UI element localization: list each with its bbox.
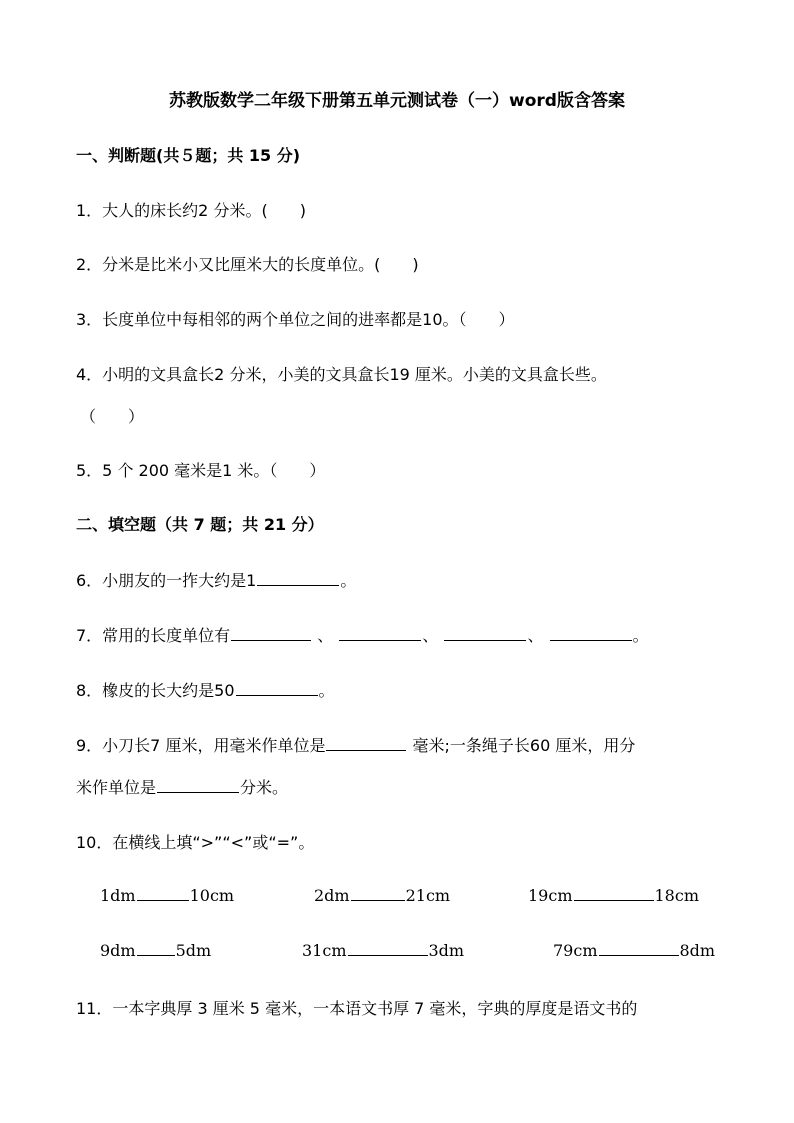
answer-blank[interactable] — [444, 624, 526, 641]
answer-blank[interactable] — [326, 734, 406, 751]
comparison-left: 2dm — [314, 886, 350, 905]
comparison-item — [100, 884, 234, 905]
comparison-item — [528, 884, 699, 905]
separator: 、 — [422, 626, 439, 645]
question-3: 3．长度单位中每相邻的两个单位之间的进率都是10。（ ） — [76, 310, 515, 329]
question-9-line-2 — [76, 775, 288, 798]
answer-blank[interactable] — [236, 679, 318, 696]
question-9-text: 9．小刀长7 厘米，用毫米作单位是 — [76, 736, 326, 755]
comparison-right: 3dm — [428, 941, 465, 960]
section-heading-true-false: 一、判断题(共５题；共 15 分) — [76, 146, 301, 165]
question-2: 2．分米是比米小又比厘米大的长度单位。( ) — [76, 255, 419, 274]
comparison-right: 18cm — [654, 886, 699, 905]
comparison-right: 21cm — [405, 886, 451, 905]
comparison-left: 1dm — [100, 886, 136, 905]
comparison-blank[interactable] — [351, 884, 405, 901]
comparison-blank[interactable] — [574, 884, 654, 901]
comparison-blank[interactable] — [137, 939, 175, 956]
question-6-text: 6．小朋友的一拃大约是1 — [76, 571, 257, 590]
section-heading-fill-in: 二、填空题（共 7 题；共 21 分） — [76, 515, 324, 534]
comparison-right: 5dm — [175, 941, 212, 960]
question-9-text-2: 米作单位是 — [76, 778, 157, 797]
question-9-end: 分米。 — [240, 778, 289, 797]
answer-blank[interactable] — [257, 569, 339, 586]
question-9-line-1 — [76, 733, 635, 756]
question-7 — [76, 623, 649, 646]
separator: 、 — [312, 626, 334, 645]
comparison-blank[interactable] — [348, 939, 428, 956]
question-8-end: 。 — [318, 681, 335, 700]
question-10: 10．在横线上填“>”“<”或“=”。 — [76, 833, 315, 852]
question-4-line-1: 4．小明的文具盒长2 分米，小美的文具盒长19 厘米。小美的文具盒长些。 — [76, 365, 607, 384]
comparison-right: 10cm — [189, 886, 235, 905]
question-8-text: 8．橡皮的长大约是50 — [76, 681, 235, 700]
question-6-end: 。 — [340, 571, 357, 590]
question-5: 5．5 个 200 毫米是1 米。（ ） — [76, 461, 326, 480]
answer-blank[interactable] — [339, 624, 421, 641]
comparison-blank[interactable] — [137, 884, 189, 901]
separator: 、 — [527, 626, 544, 645]
comparison-left: 9dm — [100, 941, 136, 960]
comparison-item — [553, 939, 715, 960]
question-7-end: 。 — [632, 626, 649, 645]
comparison-left: 19cm — [528, 886, 573, 905]
answer-blank[interactable] — [550, 624, 632, 641]
comparison-left: 31cm — [302, 941, 347, 960]
question-11: 11．一本字典厚 3 厘米 5 毫米，一本语文书厚 7 毫米，字典的厚度是语文书的 — [76, 999, 638, 1018]
question-4-line-2: （ ） — [80, 407, 145, 426]
comparison-blank[interactable] — [599, 939, 679, 956]
question-6 — [76, 568, 356, 591]
question-8 — [76, 678, 335, 701]
question-7-text: 7．常用的长度单位有 — [76, 626, 231, 645]
page-title: 苏教版数学二年级下册第五单元测试卷（一）word版含答案 — [169, 91, 625, 111]
answer-blank[interactable] — [231, 624, 311, 641]
comparison-left: 79cm — [553, 941, 598, 960]
comparison-item — [302, 939, 464, 960]
question-9-text-mid: 毫米;一条绳子长60 厘米，用分 — [407, 736, 636, 755]
question-1: 1．大人的床长约2 分米。( ) — [76, 201, 306, 220]
comparison-item — [314, 884, 450, 905]
comparison-item — [100, 939, 211, 960]
comparison-right: 8dm — [679, 941, 716, 960]
answer-blank[interactable] — [157, 776, 239, 793]
